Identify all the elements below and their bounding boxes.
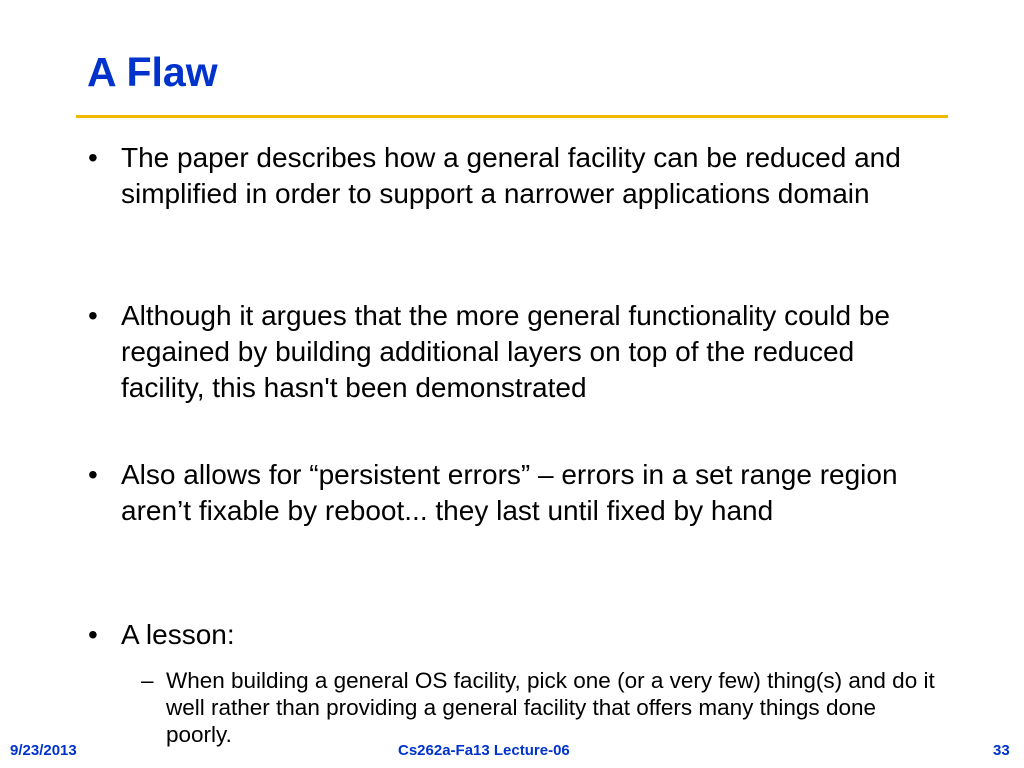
sub-bullet-text: When building a general OS facility, pick one (or a very few) thing(s) and do it well rather than providing a general facility that offers many things done poorly. [166, 668, 935, 747]
footer-date: 9/23/2013 [10, 742, 77, 759]
bullet-text: Although it argues that the more general functionality could be regained by building additional layers on top of the reduced facility, this hasn't been demonstrated [121, 300, 890, 403]
bullet-marker: • [88, 619, 98, 650]
slide-title: A Flaw [87, 49, 218, 95]
bullet-item [88, 140, 941, 212]
bullet-marker: • [88, 300, 98, 331]
footer-page-number: 33 [993, 742, 1010, 759]
sub-bullet-marker: – [141, 668, 154, 693]
bullet-text: The paper describes how a general facility can be reduced and simplified in order to support a narrower applications domain [121, 142, 901, 209]
bullet-marker: • [88, 142, 98, 173]
bullet-text: Also allows for “persistent errors” – errors in a set range region aren’t fixable by reboot... they last until fixed by hand [121, 459, 898, 526]
footer-course-label: Cs262a-Fa13 Lecture-06 [398, 742, 570, 759]
sub-bullet-item [141, 667, 936, 748]
bullet-item [88, 617, 941, 653]
bullet-item [88, 298, 941, 406]
bullet-text: A lesson: [121, 619, 235, 650]
bullet-marker: • [88, 459, 98, 490]
bullet-item [88, 457, 941, 529]
